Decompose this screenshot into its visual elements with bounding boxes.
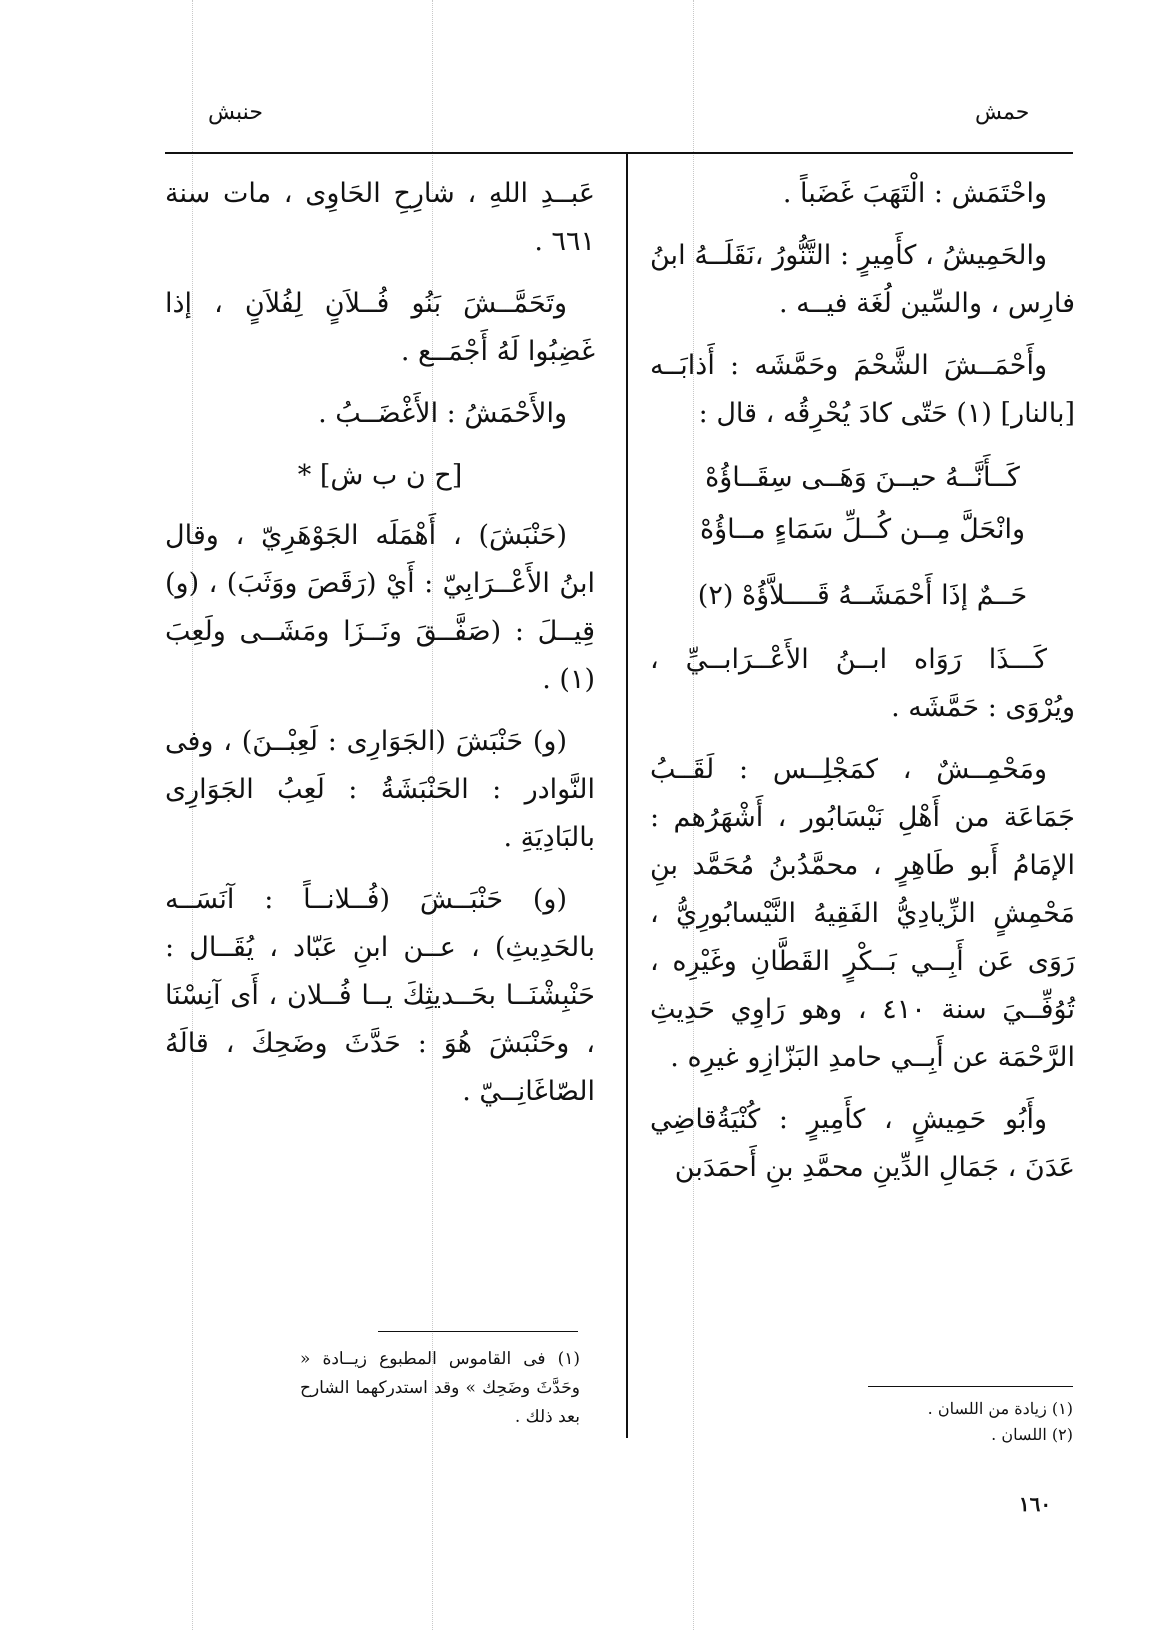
entry-paragraph: والأَحْمَشُ : الأَغْضَــبُ . [318, 398, 567, 429]
page-number: ١٦٠ [1018, 1492, 1052, 1516]
entry-paragraph: وأَبُو حَمِيشٍ ، كأَمِيرٍ : كُنْيَةُقاضِي عَدَنَ ، جَمَالِ الدِّينِ محمَّدِ بنِ أَحمَدَبن [650, 1104, 1075, 1183]
header-rule [165, 152, 1073, 154]
footnote-rule [378, 1331, 578, 1332]
footnote: (١) فى القاموس المطبوع زيــادة « وحَدَّثَ وضَحِك » وقد استدركهما الشارح بعد ذلك . [300, 1349, 580, 1427]
column-divider [626, 153, 628, 1438]
entry-paragraph: (و) حَنْبَــشَ (فُــلانــاً : آنَسَــه بالحَدِيثِ) ، عــن ابنِ عَبّاد ، يُقَــال : حَنْبِشْنَــا بحَــديثِكَ يــا فُــلان ، أَى آنِسْنَا ، وحَنْبَشَ هُوَ : حَدَّثَ وضَحِكَ ، قالَهُ الصّاغَانِــيّ . [165, 884, 595, 1107]
entry-paragraph: (حَنْبَشَ) ، أَهْمَلَه الجَوْهَرِيّ ، وقال ابنُ الأَعْــرَابِيّ : أَيْ (رَقَصَ ووَثَبَ) ، (و) قِيــلَ : (صَفَّــقَ ونَــزَا ومَشَــى ولَعِبَ (١) . [165, 520, 595, 695]
header-left-word: حنبش [208, 100, 263, 125]
right-column [650, 170, 1075, 1206]
poem-verse: حَــمٌ إذَا أَحْمَشَــهُ قَــــلاَّؤُهْ (٢) [697, 580, 1028, 611]
entry-paragraph: كَـــذَا رَوَاه ابــنُ الأَعْــرَابــيِّ ، ويُرْوَى : حَمَّشَه . [650, 644, 1075, 723]
poem-verse: كَــأَنَّــهُ حيــنَ وَهَــى سِقَــاؤُهْ [705, 462, 1020, 493]
footnotes-left [300, 1345, 580, 1432]
entry-paragraph: عَبــدِ اللهِ ، شارِحِ الحَاوِى ، مات سنة ٦٦١ . [165, 178, 595, 257]
poem-verse-block [650, 452, 1075, 622]
footnote-rule [868, 1386, 1073, 1387]
footnotes-right [880, 1396, 1073, 1448]
entry-paragraph: وأَحْمَــشَ الشَّحْمَ وحَمَّشَه : أَذابَــه [بالنار] (١) حَتّى كادَ يُحْرِقُه ، قال : [650, 350, 1075, 429]
entry-paragraph: واحْتَمَش : الْتَهَبَ غَضَباً . [782, 178, 1047, 209]
entry-paragraph: والحَمِيشُ ، كأَمِيرٍ : التَّنُّورُ ،نَقَلَــهُ ابنُ فارِس ، والسِّين لُغَة فيــه . [650, 240, 1075, 319]
header-right-word: حمش [975, 100, 1030, 125]
entry-heading: [ح ن ب ش] * [297, 460, 463, 491]
entry-paragraph: ومَحْمِــشٌ ، كمَجْلِــس : لَقَــبُ جَمَاعَة من أَهْلِ نَيْسَابُور ، أَشْهَرُهم : الإمَامُ أَبو طَاهِرٍ ، محمَّدُبنُ مُحَمَّد بنِ مَحْمِشٍ الزِّيادِيُّ الفَقِيهُ النَّيْسابُورِيُّ ، رَوَى عَن أَبِــي بَــكْرٍ القَطَّانِ وغَيْرِه ، تُوُفِّــيَ سنة ٤١٠ ، وهو رَاوِي حَدِيثِ الرَّحْمَة عن أَبِــي حامدِ البَزّازِو غيرِه . [650, 754, 1076, 1073]
entry-paragraph: (و) حَنْبَشَ (الجَوَارِى : لَعِبْــنَ) ، وفى النَّوادر : الحَنْبَشَةُ : لَعِبُ الجَوَارِى بالبَادِيَةِ . [165, 726, 595, 853]
poem-verse: وانْحَلَّ مِــن كُــلِّ سَمَاءٍ مــاؤُهْ [699, 514, 1026, 545]
entry-paragraph: وتَحَمَّــشَ بَنُو فُــلاَنٍ لِفُلاَنٍ ، إذا غَضِبُوا لَهُ أَجْمَــع . [165, 288, 595, 367]
left-column [165, 170, 595, 1130]
footnote: (٢) اللسان . [991, 1425, 1073, 1444]
footnote: (١) زيادة من اللسان . [927, 1399, 1073, 1418]
